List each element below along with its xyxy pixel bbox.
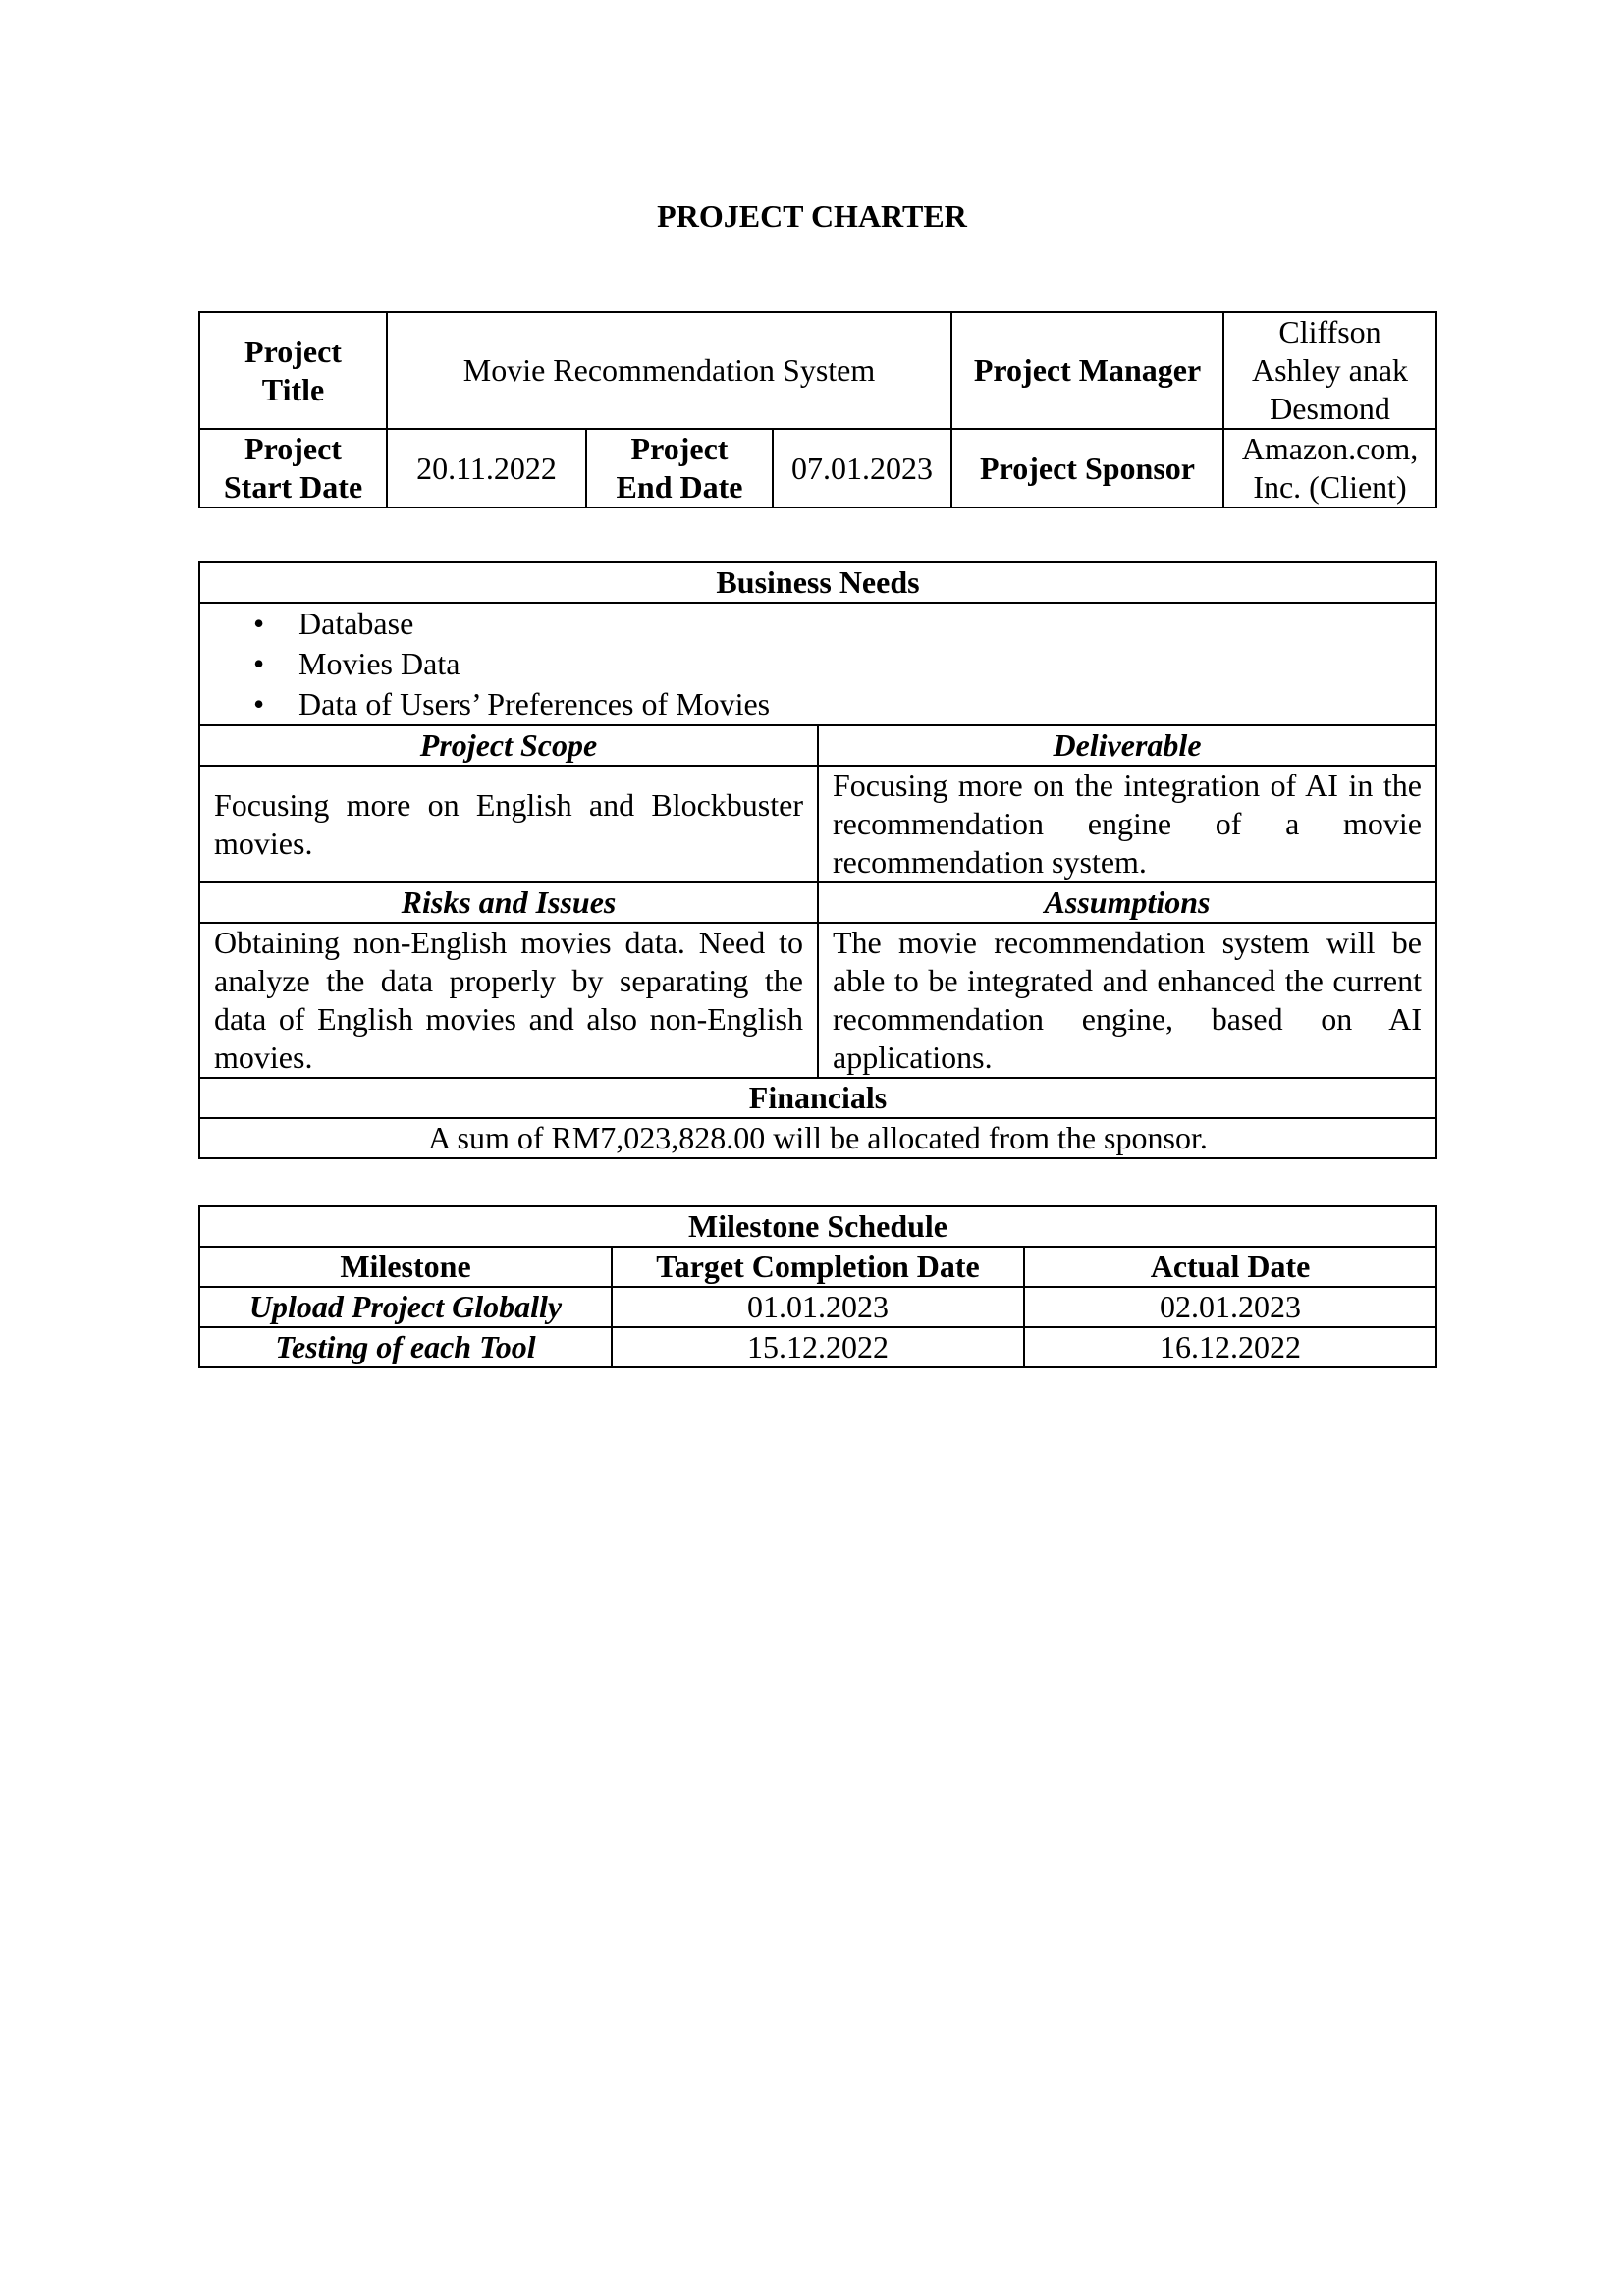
financials-row [199,1118,1436,1158]
milestone-table [198,1205,1437,1368]
scope-row [199,766,1436,882]
milestone-name: Upload Project Globally [199,1287,612,1327]
project-info-table [198,311,1437,508]
project-scope-label: Project Scope [199,725,818,766]
document-title: PROJECT CHARTER [657,198,967,234]
risks-header-row [199,882,1436,923]
project-title-label: Project Title [199,312,387,429]
project-info-row [199,312,1436,429]
milestone-schedule-label: Milestone Schedule [199,1206,1436,1247]
financials-text: A sum of RM7,023,828.00 will be allocated from the sponsor. [199,1118,1436,1158]
deliverable-label: Deliverable [818,725,1436,766]
list-item: • Movies Data [298,644,1435,684]
business-needs-list [200,604,1435,724]
column-header-target-date: Target Completion Date [612,1247,1024,1287]
project-info-row [199,429,1436,507]
milestone-name: Testing of each Tool [199,1327,612,1367]
milestone-actual-date: 02.01.2023 [1024,1287,1436,1327]
project-sponsor-value: Amazon.com, Inc. (Client) [1223,429,1436,507]
business-needs-row [199,603,1436,725]
milestone-actual-date: 16.12.2022 [1024,1327,1436,1367]
business-needs-label: Business Needs [199,562,1436,603]
start-date-label: Project Start Date [199,429,387,507]
assumptions-text: The movie recommendation system will be able to be integrated and enhanced the current recommendation engine, based on AI applications. [818,923,1436,1078]
business-needs-cell [199,603,1436,725]
project-manager-label: Project Manager [951,312,1223,429]
deliverable-text: Focusing more on the integration of AI in the recommendation engine of a movie recommendation system. [818,766,1436,882]
end-date-value: 07.01.2023 [773,429,951,507]
risks-text: Obtaining non-English movies data. Need to analyze the data properly by separating the data of English movies and also non-English movies. [199,923,818,1078]
financials-label: Financials [199,1078,1436,1118]
start-date-value: 20.11.2022 [387,429,586,507]
end-date-label: Project End Date [586,429,773,507]
risks-row [199,923,1436,1078]
project-scope-text: Focusing more on English and Blockbuster movies. [199,766,818,882]
scope-header-row [199,725,1436,766]
column-header-actual-date: Actual Date [1024,1247,1436,1287]
project-manager-value: Cliffson Ashley anak Desmond [1223,312,1436,429]
milestone-target-date: 01.01.2023 [612,1287,1024,1327]
business-table [198,561,1437,1159]
project-sponsor-label: Project Sponsor [951,429,1223,507]
milestone-target-date: 15.12.2022 [612,1327,1024,1367]
milestone-columns-row [199,1247,1436,1287]
risks-label: Risks and Issues [199,882,818,923]
project-title-value: Movie Recommendation System [387,312,951,429]
milestone-schedule-header-row [199,1206,1436,1247]
list-item: • Database [298,604,1435,644]
assumptions-label: Assumptions [818,882,1436,923]
column-header-milestone: Milestone [199,1247,612,1287]
financials-header-row [199,1078,1436,1118]
table-row [199,1327,1436,1367]
list-item: • Data of Users’ Preferences of Movies [298,684,1435,724]
business-needs-header-row [199,562,1436,603]
table-row [199,1287,1436,1327]
